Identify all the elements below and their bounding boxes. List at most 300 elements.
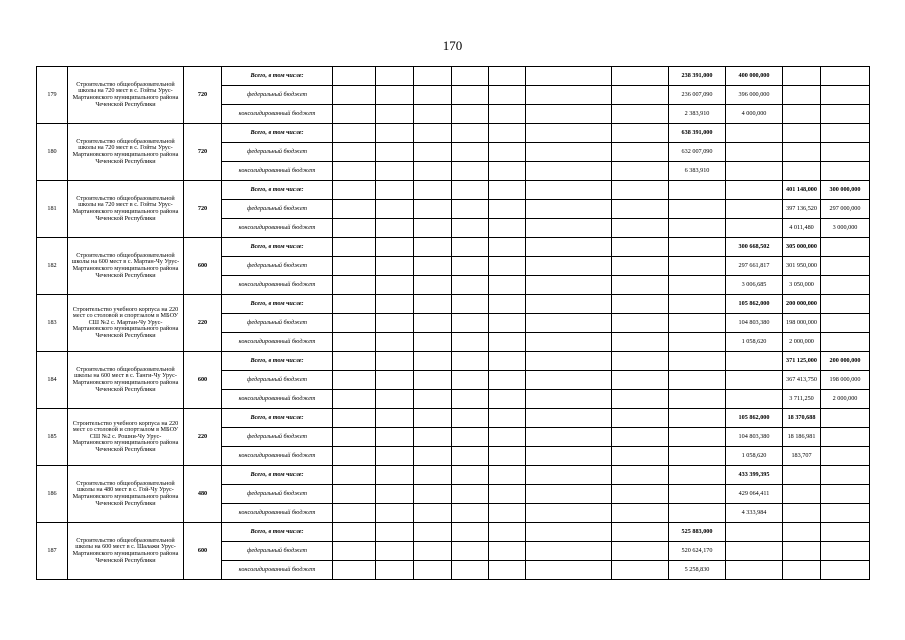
amount-cell — [333, 561, 376, 580]
table-row — [37, 523, 870, 542]
amount-cell — [333, 200, 376, 219]
amount-cell: 5 258,830 — [669, 561, 726, 580]
object-name: Строительство учебного корпуса на 220 мест со столовой и спортзалом в МБОУ СШ №2 с. Мартан-Чу Урус-Мартановского муниципального района Чеченской Республики — [68, 295, 184, 352]
amount-cell — [612, 219, 669, 238]
amount-cell: 18 186,981 — [783, 428, 821, 447]
amount-cell — [489, 295, 526, 314]
amount-cell — [414, 257, 452, 276]
amount-cell — [452, 409, 489, 428]
amount-cell: 297 000,000 — [821, 200, 870, 219]
object-name: Строительство учебного корпуса на 220 мест со столовой и спортзалом в МБОУ СШ №2 с. Рошни-Чу Урус-Мартановского муниципального района Чеченской Республики — [68, 409, 184, 466]
amount-cell — [376, 333, 414, 352]
amount-cell — [526, 181, 612, 200]
amount-cell — [489, 428, 526, 447]
row-number: 179 — [37, 67, 68, 124]
amount-cell — [526, 428, 612, 447]
amount-cell — [414, 371, 452, 390]
amount-cell — [821, 504, 870, 523]
amount-cell — [526, 504, 612, 523]
amount-cell — [821, 561, 870, 580]
amount-cell — [489, 238, 526, 257]
amount-cell — [333, 390, 376, 409]
amount-cell — [726, 124, 783, 143]
amount-cell: 433 399,395 — [726, 466, 783, 485]
object-name: Строительство общеобразовательной школы на 720 мест в с. Гойты Урус-Мартановского муниципального района Чеченской Республики — [68, 67, 184, 124]
amount-cell — [333, 409, 376, 428]
amount-cell — [376, 542, 414, 561]
amount-cell: 1 058,620 — [726, 447, 783, 466]
amount-cell — [612, 390, 669, 409]
amount-cell — [821, 466, 870, 485]
amount-cell — [612, 86, 669, 105]
funding-source-label: консолидированный бюджет — [222, 105, 333, 124]
funding-source-label: Всего, в том числе: — [222, 67, 333, 86]
amount-cell — [783, 466, 821, 485]
amount-cell — [669, 485, 726, 504]
amount-cell — [669, 466, 726, 485]
amount-cell — [489, 219, 526, 238]
amount-cell — [612, 314, 669, 333]
amount-cell — [726, 181, 783, 200]
amount-cell — [452, 67, 489, 86]
funding-source-label: федеральный бюджет — [222, 428, 333, 447]
amount-cell — [612, 143, 669, 162]
amount-cell — [333, 295, 376, 314]
amount-cell: 2 383,910 — [669, 105, 726, 124]
amount-cell — [821, 428, 870, 447]
capacity: 720 — [184, 181, 222, 238]
amount-cell — [669, 295, 726, 314]
amount-cell — [726, 162, 783, 181]
amount-cell — [526, 219, 612, 238]
amount-cell — [783, 523, 821, 542]
funding-source-label: Всего, в том числе: — [222, 124, 333, 143]
table-row — [37, 409, 870, 428]
funding-source-label: Всего, в том числе: — [222, 409, 333, 428]
amount-cell: 4 000,000 — [726, 105, 783, 124]
amount-cell — [821, 333, 870, 352]
amount-cell — [669, 257, 726, 276]
amount-cell — [333, 86, 376, 105]
amount-cell — [612, 276, 669, 295]
amount-cell — [414, 485, 452, 504]
amount-cell — [376, 561, 414, 580]
amount-cell — [821, 238, 870, 257]
amount-cell — [669, 352, 726, 371]
amount-cell: 429 064,411 — [726, 485, 783, 504]
amount-cell — [414, 276, 452, 295]
amount-cell — [821, 162, 870, 181]
amount-cell — [333, 504, 376, 523]
amount-cell — [821, 314, 870, 333]
amount-cell — [821, 124, 870, 143]
amount-cell — [612, 200, 669, 219]
amount-cell — [376, 67, 414, 86]
amount-cell — [612, 485, 669, 504]
amount-cell — [526, 561, 612, 580]
funding-source-label: консолидированный бюджет — [222, 504, 333, 523]
amount-cell — [669, 200, 726, 219]
amount-cell — [526, 390, 612, 409]
amount-cell: 104 803,380 — [726, 428, 783, 447]
amount-cell — [669, 371, 726, 390]
amount-cell: 4 333,984 — [726, 504, 783, 523]
amount-cell — [489, 143, 526, 162]
amount-cell — [489, 314, 526, 333]
amount-cell — [489, 162, 526, 181]
amount-cell — [414, 504, 452, 523]
amount-cell — [452, 466, 489, 485]
amount-cell — [452, 295, 489, 314]
amount-cell — [821, 143, 870, 162]
amount-cell: 1 058,620 — [726, 333, 783, 352]
amount-cell — [489, 333, 526, 352]
funding-source-label: федеральный бюджет — [222, 314, 333, 333]
amount-cell — [821, 67, 870, 86]
capacity: 600 — [184, 523, 222, 580]
table-row — [37, 181, 870, 200]
amount-cell — [669, 504, 726, 523]
amount-cell — [376, 162, 414, 181]
amount-cell — [414, 314, 452, 333]
amount-cell: 301 950,000 — [783, 257, 821, 276]
amount-cell: 3 050,000 — [783, 276, 821, 295]
amount-cell — [489, 466, 526, 485]
amount-cell — [333, 447, 376, 466]
amount-cell — [726, 219, 783, 238]
amount-cell — [612, 466, 669, 485]
funding-source-label: консолидированный бюджет — [222, 276, 333, 295]
amount-cell — [526, 466, 612, 485]
amount-cell — [414, 181, 452, 200]
row-number: 183 — [37, 295, 68, 352]
amount-cell — [669, 428, 726, 447]
funding-source-label: консолидированный бюджет — [222, 162, 333, 181]
row-number: 184 — [37, 352, 68, 409]
amount-cell — [333, 371, 376, 390]
amount-cell — [821, 447, 870, 466]
amount-cell: 238 391,000 — [669, 67, 726, 86]
capacity: 480 — [184, 466, 222, 523]
amount-cell — [452, 257, 489, 276]
amount-cell — [669, 181, 726, 200]
amount-cell — [783, 542, 821, 561]
amount-cell — [821, 257, 870, 276]
amount-cell — [333, 67, 376, 86]
amount-cell — [452, 561, 489, 580]
budget-table — [36, 66, 870, 580]
amount-cell — [452, 542, 489, 561]
amount-cell — [489, 504, 526, 523]
amount-cell — [333, 542, 376, 561]
funding-source-label: Всего, в том числе: — [222, 181, 333, 200]
amount-cell — [333, 428, 376, 447]
amount-cell — [414, 238, 452, 257]
amount-cell — [452, 447, 489, 466]
amount-cell — [783, 124, 821, 143]
amount-cell — [452, 143, 489, 162]
amount-cell — [489, 352, 526, 371]
amount-cell — [333, 162, 376, 181]
object-name: Строительство общеобразовательной школы на 600 мест в с. Мартан-Чу Урус-Мартановского муниципального района Чеченской Республики — [68, 238, 184, 295]
amount-cell — [489, 181, 526, 200]
amount-cell — [414, 333, 452, 352]
amount-cell — [333, 181, 376, 200]
amount-cell — [612, 352, 669, 371]
amount-cell — [489, 485, 526, 504]
amount-cell — [376, 466, 414, 485]
funding-source-label: федеральный бюджет — [222, 371, 333, 390]
funding-source-label: консолидированный бюджет — [222, 561, 333, 580]
amount-cell: 367 413,750 — [783, 371, 821, 390]
amount-cell — [612, 371, 669, 390]
amount-cell — [526, 485, 612, 504]
amount-cell — [452, 390, 489, 409]
amount-cell — [489, 86, 526, 105]
amount-cell — [414, 200, 452, 219]
amount-cell — [526, 314, 612, 333]
amount-cell — [414, 409, 452, 428]
amount-cell — [333, 314, 376, 333]
amount-cell — [333, 466, 376, 485]
amount-cell — [452, 86, 489, 105]
funding-source-label: федеральный бюджет — [222, 143, 333, 162]
row-number: 180 — [37, 124, 68, 181]
amount-cell: 638 391,000 — [669, 124, 726, 143]
table-row — [37, 124, 870, 143]
funding-source-label: федеральный бюджет — [222, 542, 333, 561]
amount-cell — [526, 447, 612, 466]
amount-cell — [783, 105, 821, 124]
amount-cell — [452, 523, 489, 542]
amount-cell — [489, 276, 526, 295]
capacity: 220 — [184, 409, 222, 466]
amount-cell — [783, 485, 821, 504]
amount-cell: 3 000,000 — [821, 219, 870, 238]
amount-cell — [489, 561, 526, 580]
amount-cell — [726, 542, 783, 561]
amount-cell — [333, 352, 376, 371]
amount-cell — [333, 485, 376, 504]
amount-cell — [821, 409, 870, 428]
amount-cell — [669, 409, 726, 428]
amount-cell — [783, 162, 821, 181]
amount-cell — [612, 542, 669, 561]
amount-cell — [376, 390, 414, 409]
row-number: 181 — [37, 181, 68, 238]
amount-cell — [414, 390, 452, 409]
amount-cell — [489, 409, 526, 428]
amount-cell — [333, 238, 376, 257]
amount-cell — [376, 181, 414, 200]
amount-cell — [669, 447, 726, 466]
amount-cell — [526, 523, 612, 542]
amount-cell — [526, 200, 612, 219]
amount-cell — [452, 200, 489, 219]
amount-cell — [612, 162, 669, 181]
amount-cell — [333, 333, 376, 352]
amount-cell — [489, 390, 526, 409]
amount-cell — [821, 276, 870, 295]
amount-cell — [612, 523, 669, 542]
capacity: 600 — [184, 238, 222, 295]
funding-source-label: Всего, в том числе: — [222, 523, 333, 542]
amount-cell — [376, 86, 414, 105]
amount-cell — [376, 504, 414, 523]
amount-cell — [452, 428, 489, 447]
table-row — [37, 352, 870, 371]
amount-cell — [489, 200, 526, 219]
amount-cell — [489, 371, 526, 390]
amount-cell: 236 007,090 — [669, 86, 726, 105]
funding-source-label: федеральный бюджет — [222, 257, 333, 276]
amount-cell — [376, 314, 414, 333]
amount-cell — [333, 124, 376, 143]
amount-cell — [376, 485, 414, 504]
amount-cell: 520 624,170 — [669, 542, 726, 561]
funding-source-label: консолидированный бюджет — [222, 447, 333, 466]
amount-cell — [376, 124, 414, 143]
amount-cell — [669, 219, 726, 238]
funding-source-label: федеральный бюджет — [222, 485, 333, 504]
amount-cell — [526, 238, 612, 257]
amount-cell: 104 803,380 — [726, 314, 783, 333]
amount-cell — [783, 143, 821, 162]
amount-cell — [612, 295, 669, 314]
amount-cell — [376, 105, 414, 124]
table-row — [37, 466, 870, 485]
amount-cell — [783, 67, 821, 86]
page-number: 170 — [442, 38, 463, 53]
funding-source-label: консолидированный бюджет — [222, 390, 333, 409]
amount-cell — [783, 504, 821, 523]
amount-cell — [526, 371, 612, 390]
amount-cell — [726, 523, 783, 542]
amount-cell — [452, 485, 489, 504]
funding-source-label: консолидированный бюджет — [222, 219, 333, 238]
amount-cell — [612, 447, 669, 466]
funding-source-label: Всего, в том числе: — [222, 238, 333, 257]
amount-cell — [669, 333, 726, 352]
amount-cell — [414, 447, 452, 466]
amount-cell — [489, 447, 526, 466]
amount-cell — [452, 105, 489, 124]
amount-cell — [821, 485, 870, 504]
amount-cell — [612, 238, 669, 257]
amount-cell — [669, 390, 726, 409]
amount-cell — [726, 561, 783, 580]
amount-cell — [612, 124, 669, 143]
row-number: 185 — [37, 409, 68, 466]
amount-cell — [333, 219, 376, 238]
amount-cell: 525 883,000 — [669, 523, 726, 542]
row-number: 187 — [37, 523, 68, 580]
capacity: 720 — [184, 124, 222, 181]
amount-cell — [376, 295, 414, 314]
amount-cell: 183,707 — [783, 447, 821, 466]
amount-cell — [526, 143, 612, 162]
amount-cell: 198 000,000 — [821, 371, 870, 390]
amount-cell — [414, 124, 452, 143]
amount-cell — [612, 428, 669, 447]
amount-cell — [376, 238, 414, 257]
amount-cell — [612, 504, 669, 523]
amount-cell — [452, 181, 489, 200]
object-name: Строительство общеобразовательной школы на 720 мест в с. Гойты Урус-Мартановского муниципального района Чеченской Республики — [68, 181, 184, 238]
amount-cell — [452, 238, 489, 257]
amount-cell: 200 000,000 — [821, 352, 870, 371]
amount-cell: 305 000,000 — [783, 238, 821, 257]
amount-cell — [821, 105, 870, 124]
amount-cell — [414, 162, 452, 181]
amount-cell — [489, 257, 526, 276]
amount-cell: 105 862,000 — [726, 295, 783, 314]
amount-cell — [526, 333, 612, 352]
amount-cell — [333, 523, 376, 542]
amount-cell — [414, 561, 452, 580]
object-name: Строительство общеобразовательной школы на 600 мест в с. Танги-Чу Урус-Мартановского муниципального района Чеченской Республики — [68, 352, 184, 409]
amount-cell — [821, 542, 870, 561]
amount-cell — [783, 86, 821, 105]
amount-cell — [452, 124, 489, 143]
funding-source-label: Всего, в том числе: — [222, 295, 333, 314]
amount-cell — [669, 314, 726, 333]
amount-cell — [376, 447, 414, 466]
capacity: 600 — [184, 352, 222, 409]
table-row — [37, 67, 870, 86]
amount-cell — [414, 105, 452, 124]
amount-cell — [452, 352, 489, 371]
amount-cell — [612, 561, 669, 580]
amount-cell — [376, 371, 414, 390]
amount-cell — [526, 105, 612, 124]
amount-cell — [376, 428, 414, 447]
amount-cell — [612, 257, 669, 276]
amount-cell — [612, 409, 669, 428]
amount-cell — [376, 523, 414, 542]
amount-cell: 4 011,480 — [783, 219, 821, 238]
amount-cell — [414, 295, 452, 314]
amount-cell — [414, 219, 452, 238]
row-number: 182 — [37, 238, 68, 295]
object-name: Строительство общеобразовательной школы на 480 мест в с. Гой-Чу Урус-Мартановского муниципального района Чеченской Республики — [68, 466, 184, 523]
amount-cell — [526, 162, 612, 181]
amount-cell — [526, 86, 612, 105]
amount-cell — [333, 276, 376, 295]
amount-cell: 400 000,000 — [726, 67, 783, 86]
amount-cell — [489, 67, 526, 86]
amount-cell: 297 661,817 — [726, 257, 783, 276]
funding-source-label: Всего, в том числе: — [222, 466, 333, 485]
amount-cell — [452, 371, 489, 390]
capacity: 220 — [184, 295, 222, 352]
amount-cell — [526, 276, 612, 295]
amount-cell: 397 136,520 — [783, 200, 821, 219]
amount-cell — [376, 352, 414, 371]
amount-cell — [726, 200, 783, 219]
amount-cell — [452, 314, 489, 333]
funding-source-label: консолидированный бюджет — [222, 333, 333, 352]
amount-cell — [333, 257, 376, 276]
amount-cell — [452, 504, 489, 523]
amount-cell — [489, 124, 526, 143]
amount-cell: 2 000,000 — [821, 390, 870, 409]
amount-cell — [489, 105, 526, 124]
amount-cell: 200 000,000 — [783, 295, 821, 314]
amount-cell: 396 000,000 — [726, 86, 783, 105]
funding-source-label: федеральный бюджет — [222, 200, 333, 219]
amount-cell — [526, 67, 612, 86]
